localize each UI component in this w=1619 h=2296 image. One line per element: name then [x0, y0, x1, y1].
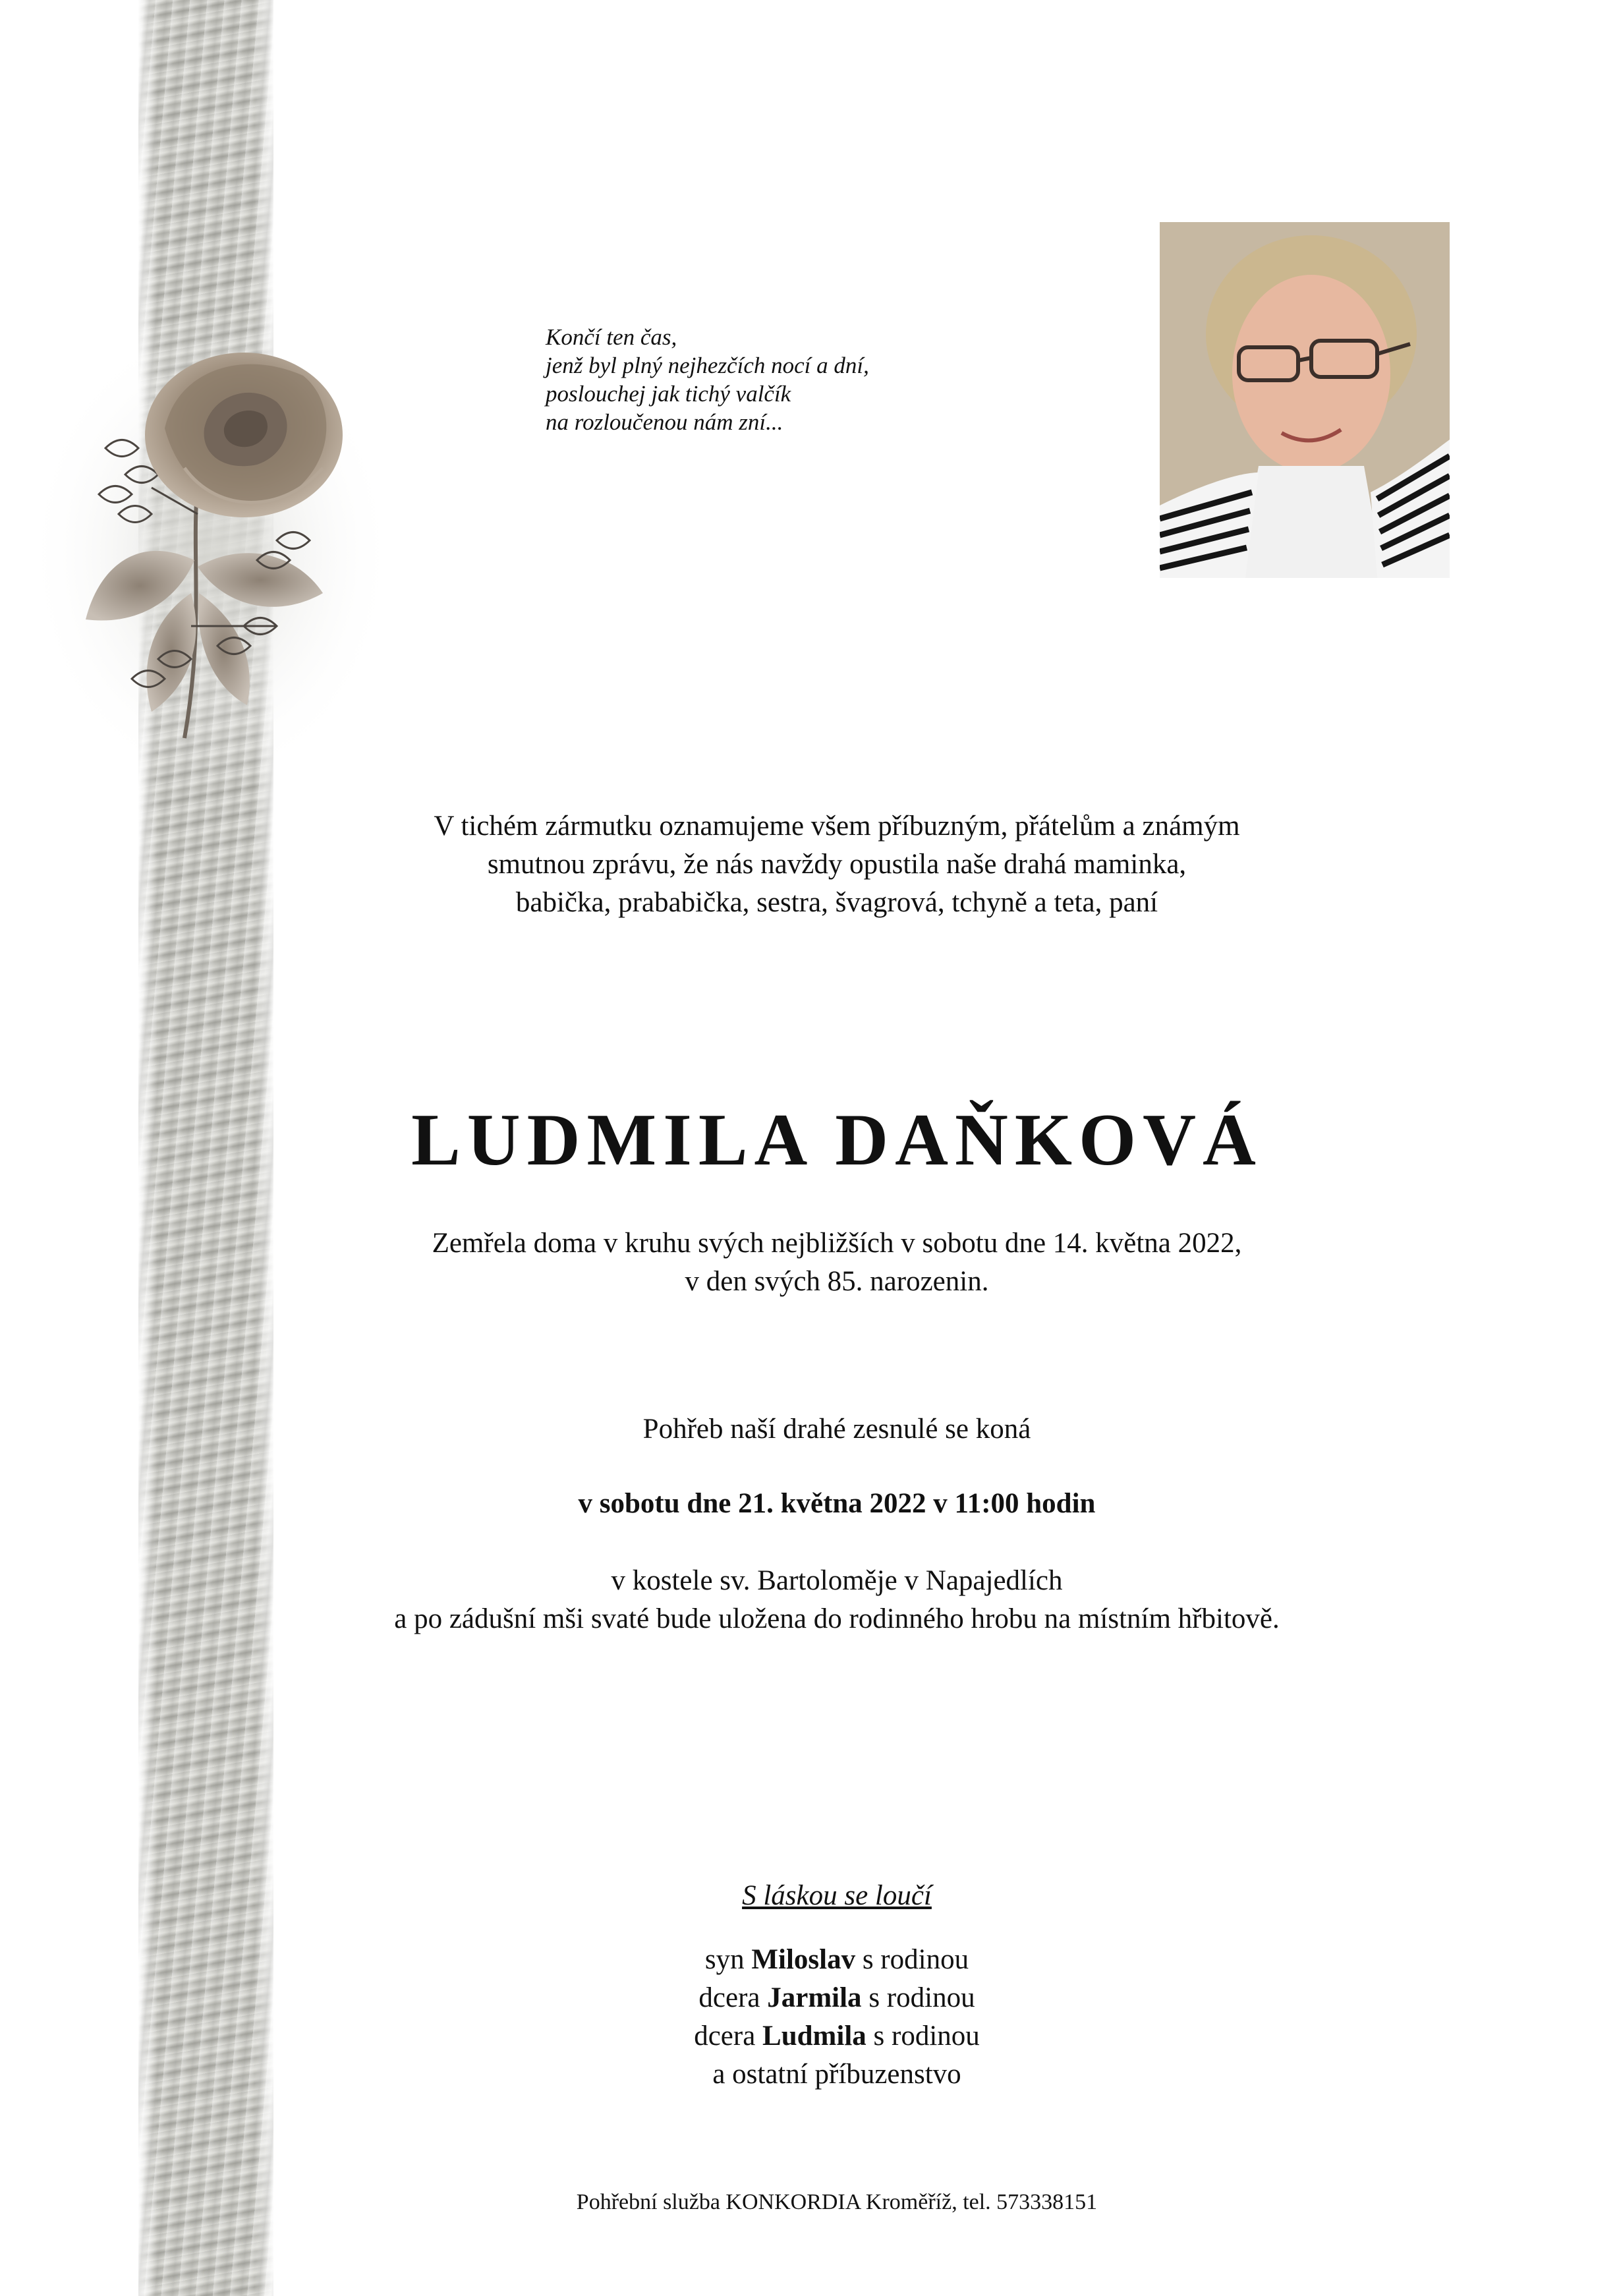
funeral-place-line: a po zádušní mši svaté bude uložena do rodinného hrobu na místním hřbitově. — [394, 1603, 1280, 1634]
farewell-title: S láskou se loučí — [742, 1880, 932, 1911]
funeral-place-line: v kostele sv. Bartoloměje v Napajedlích — [611, 1565, 1063, 1596]
mourner-relation: dcera — [698, 1982, 768, 2013]
poem-line: Končí ten čas, — [546, 324, 677, 350]
poem-line: na rozloučenou nám zní... — [546, 409, 783, 435]
mourner-name: Miloslav — [751, 1944, 856, 1975]
mourner-suffix: s rodinou — [861, 1982, 975, 2013]
mourner-relation: dcera — [694, 2021, 763, 2052]
rose-illustration — [26, 316, 395, 791]
mourner-line — [369, 2017, 1305, 2055]
mourner-name: Jarmila — [767, 1982, 862, 2013]
death-line: Zemřela doma v kruhu svých nejbližších v sobotu dne 14. května 2022, — [432, 1228, 1242, 1259]
portrait-photo — [1160, 222, 1450, 578]
funeral-intro: Pohřeb naší drahé zesnulé se koná — [642, 1414, 1031, 1445]
announcement-line: babička, prababička, sestra, švagrová, tchyně a teta, paní — [515, 887, 1158, 918]
announcement-line: smutnou zprávu, že nás navždy opustila naše drahá maminka, — [487, 849, 1187, 880]
deceased-name: LUDMILA DAŇKOVÁ — [411, 1099, 1263, 1181]
portrait-icon — [1160, 222, 1450, 578]
funeral-service-footer: Pohřební služba KONKORDIA Kroměříž, tel. 573338151 — [576, 2190, 1098, 2214]
rose-icon — [26, 316, 395, 791]
mourner-suffix: s rodinou — [866, 2021, 980, 2052]
death-line: v den svých 85. narozenin. — [685, 1266, 989, 1297]
mourner-relation: syn — [704, 1944, 752, 1975]
mourners-list — [369, 1941, 1305, 2094]
mourner-name: Ludmila — [762, 2021, 866, 2052]
poem-line: jenž byl plný nejhezčích nocí a dní, — [546, 353, 869, 378]
funeral-date: v sobotu dne 21. května 2022 v 11:00 hodin — [578, 1488, 1096, 1519]
mourner-line — [369, 1941, 1305, 1979]
death-info — [369, 1224, 1305, 1301]
mourner-suffix: s rodinou — [855, 1944, 969, 1975]
mourner-line — [369, 1979, 1305, 2017]
announcement-line: V tichém zármutku oznamujeme všem příbuzným, přátelům a známým — [434, 811, 1240, 842]
mourner-others: a ostatní příbuzenstvo — [712, 2059, 961, 2090]
poem-line: poslouchej jak tichý valčík — [546, 381, 791, 407]
poem — [546, 323, 1007, 436]
funeral-place — [369, 1562, 1305, 1638]
announcement-text — [369, 807, 1305, 922]
